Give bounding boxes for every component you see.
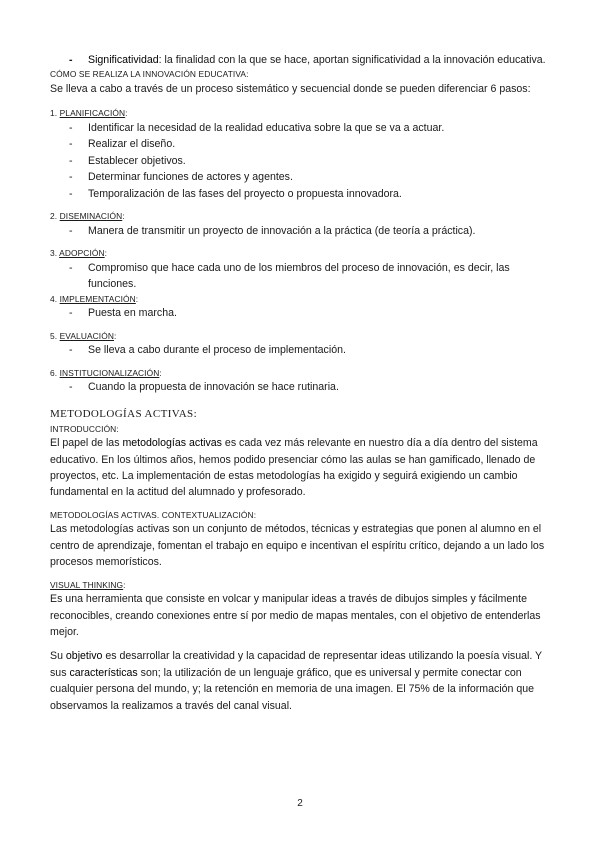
intro-paragraph: El papel de las metodologías activas es cada vez más relevante en nuestro día a día dentro del sistema educativo. En los últimos años, hemos podido presenciar cómo las aulas se han gamificado, llenado de proyectos, etc. La implementación de estas metodologías ha exigido y seguirá exigiendo un cambio fundamental en la actitud del alumnado y profesorado. [50, 437, 538, 499]
bold-term: Significatividad [88, 54, 159, 66]
step-list [50, 120, 550, 202]
list-item: - Se lleva a cabo durante el proceso de implementación. [69, 342, 550, 358]
step-heading: 4. IMPLEMENTACIÓN: [50, 293, 139, 304]
section-title: METODOLOGÍAS ACTIVAS: [50, 407, 198, 420]
intro-heading: INTRODUCCIÓN: [50, 423, 119, 434]
step-heading: 3. ADOPCIÓN: [50, 248, 108, 259]
step-list [50, 342, 550, 358]
step-list [50, 223, 550, 239]
list-item: - Cuando la propuesta de innovación se hace rutinaria. [69, 379, 550, 395]
list-item: - Realizar el diseño. [69, 136, 550, 152]
step-title: DISEMINACIÓN [59, 211, 123, 222]
list-item: - Manera de transmitir un proyecto de innovación a la práctica (de teoría a práctica). [69, 223, 550, 239]
bold-term: metodologías activas [122, 437, 222, 450]
step-heading: 1. PLANIFICACIÓN: [50, 108, 128, 119]
list-item: - Identificar la necesidad de la realidad educativa sobre la que se va a actuar. [69, 120, 550, 136]
context-heading: METODOLOGÍAS ACTIVAS. CONTEXTUALIZACIÓN: [50, 509, 257, 520]
list-item: - Establecer objetivos. [69, 153, 550, 169]
bold-term: características [69, 666, 138, 679]
page-number: 2 [297, 798, 303, 809]
process-heading: CÓMO SE REALIZA LA INNOVACIÓN EDUCATIVA: [50, 69, 249, 80]
step-title: PLANIFICACIÓN [59, 108, 126, 119]
list-item: - Determinar funciones de actores y agentes. [69, 169, 550, 185]
list-item [69, 52, 550, 68]
step-title: ADOPCIÓN [59, 248, 105, 259]
step-list [50, 260, 550, 293]
list-item: - Compromiso que hace cada uno de los miembros del proceso de innovación, es decir, las funciones. [69, 260, 550, 293]
step-title: EVALUACIÓN [59, 330, 114, 341]
step-list [50, 305, 550, 321]
step-heading: 2. DISEMINACIÓN: [50, 211, 125, 222]
visual-thinking-paragraph-2: Su objetivo es desarrollar la creatividad y la capacidad de representar ideas utilizando la poesía visual. Y sus características son; la utilización de un lenguaje gráfico, que es universal y permite conectar con cualquier persona del mundo, y; la retención en memoria de una imagen. El 75% de la información que observamos la realizamos a través del canal visual. [50, 650, 542, 712]
significatividad-bullet [50, 52, 550, 68]
bullet-text: : la finalidad con la que se hace, aportan significatividad a la innovación educativa. [158, 54, 546, 66]
visual-thinking-paragraph-1: Es una herramienta que consiste en volcar y manipular ideas a través de dibujos simples y fácilmente reconocibles, creando conexiones entre sí por medio de mapas mentales, con el objetivo de entenderlas mejor. [50, 593, 541, 639]
step-title: INSTITUCIONALIZACIÓN [59, 367, 160, 378]
step-heading: 5. EVALUACIÓN: [50, 330, 117, 341]
process-intro: Se lleva a cabo a través de un proceso sistemático y secuencial donde se pueden diferenciar 6 pasos: [50, 83, 531, 96]
list-item: - Puesta en marcha. [69, 305, 550, 321]
step-title: IMPLEMENTACIÓN [59, 293, 136, 304]
list-item: - Temporalización de las fases del proyecto o propuesta innovadora. [69, 186, 550, 202]
context-paragraph: Las metodologías activas son un conjunto de métodos, técnicas y estrategias que ponen al alumno en el centro de aprendizaje, fomentan el trabajo en equipo e incentivan el espíritu crítico, dejando a un lado los procesos memorísticos. [50, 523, 545, 569]
step-heading: 6. INSTITUCIONALIZACIÓN: [50, 367, 162, 378]
visual-thinking-heading: VISUAL THINKING: [50, 579, 126, 590]
step-list [50, 379, 550, 395]
bold-term: objetivo [65, 650, 103, 663]
